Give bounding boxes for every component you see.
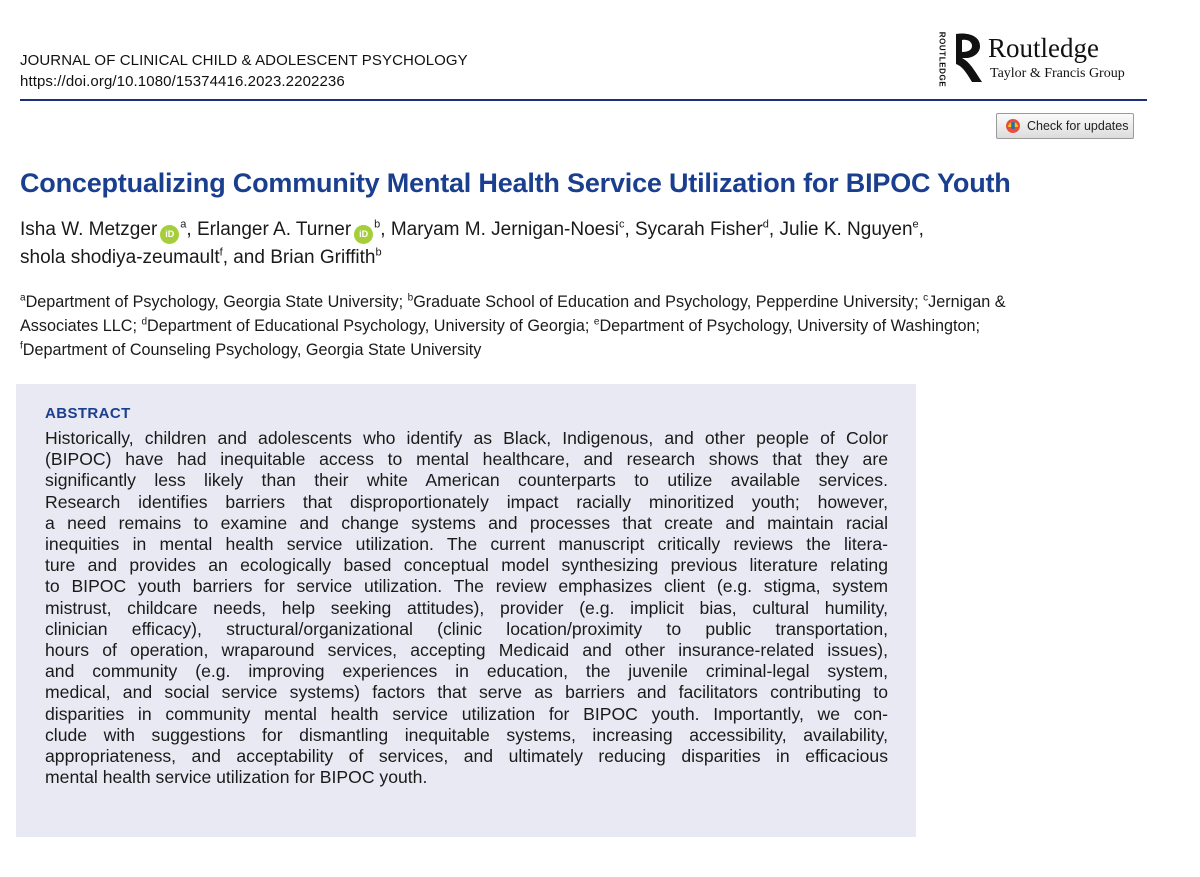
abstract-line: inequities in mental health service utilization. The current manuscript critically reviews the litera-: [45, 534, 888, 555]
abstract-line: a need remains to examine and change systems and processes that create and maintain racial: [45, 512, 888, 533]
affiliation-marker: a: [180, 218, 187, 231]
publisher-name: Routledge: [988, 33, 1099, 63]
journal-name: JOURNAL OF CLINICAL CHILD & ADOLESCENT PSYCHOLOGY: [20, 52, 468, 69]
affiliation-marker: c: [618, 218, 625, 231]
affiliation-marker: b: [374, 218, 381, 231]
affiliation-marker: b: [375, 246, 382, 259]
check-updates-icon: [1005, 118, 1021, 134]
check-updates-label: Check for updates: [1027, 119, 1129, 133]
routledge-logo[interactable]: [934, 28, 1144, 90]
author-name[interactable]: Sycarah Fisher: [635, 219, 763, 240]
abstract-line: appropriateness, and acceptability of services, and ultimately reducing disparities in efficacious: [45, 746, 888, 767]
abstract-line: Historically, children and adolescents who identify as Black, Indigenous, and other people of Color: [45, 428, 888, 448]
abstract-line: Research identifies barriers that disproportionately impact racially minoritized youth; however,: [45, 491, 888, 512]
author-list: Isha W. Metzger $iD^a$, Erlanger A. Turner $iD^b$, Maryam M. Jernigan-Noesi$^c$, Sycarah Fisher$^d$, Julie K. Nguyen$^e$, shola shodiya-zeumault$^f$, and Brian Griffith$^b$: [20, 218, 924, 268]
abstract-text: [45, 428, 888, 788]
affiliation-marker: f: [219, 246, 223, 259]
author-name[interactable]: Maryam M. Jernigan-Noesi: [390, 219, 619, 240]
publisher-group: Taylor & Francis Group: [990, 66, 1125, 81]
abstract-line: hours of operation, wraparound services, accepting Medicaid and other insurance-related issues),: [45, 640, 888, 661]
abstract-line: mistrust, childcare needs, help seeking attitudes), provider (e.g. implicit bias, cultural humility,: [45, 597, 888, 618]
abstract-line: mental health service utilization for BIPOC youth.: [45, 767, 428, 788]
author-name[interactable]: Brian Griffith: [270, 247, 376, 268]
author-name[interactable]: Isha W. Metzger: [20, 219, 158, 240]
author-name[interactable]: shola shodiya-zeumault: [20, 247, 220, 268]
check-for-updates-button[interactable]: [996, 113, 1134, 139]
journal-header: [20, 50, 468, 92]
abstract-line: (BIPOC) have had inequitable access to mental healthcare, and research shows that they are: [45, 449, 888, 470]
orcid-icon[interactable]: iD: [160, 225, 179, 244]
affiliations: $^a$Department of Psychology, Georgia State University; $^b$Graduate School of Education and Psychology, Pepperdine University; $^c$Jernigan & Associates LLC; $^d$Department of Educational Psychology, University of Georgia; $^e$Department of Psychology, University of Washington; $^f$Department of Counseling Psychology, Georgia State University: [20, 292, 1006, 359]
article-title: Conceptualizing Community Mental Health Service Utilization for BIPOC Youth: [20, 168, 1011, 198]
author-name[interactable]: Erlanger A. Turner: [196, 219, 352, 240]
abstract-line: clude with suggestions for dismantling inequitable systems, increasing accessibility, availability,: [45, 724, 888, 745]
abstract-line: to BIPOC youth barriers for service utilization. The review emphasizes client (e.g. stigma, system: [45, 576, 888, 597]
abstract-line: disparities in community mental health service utilization for BIPOC youth. Importantly, we con-: [45, 703, 888, 724]
abstract-line: clinician efficacy), structural/organizational (clinic location/proximity to public transportation,: [45, 618, 888, 639]
affiliation-marker: e: [912, 218, 919, 231]
abstract-heading: ABSTRACT: [45, 405, 131, 422]
orcid-icon[interactable]: iD: [354, 225, 373, 244]
header-rule: [20, 99, 1147, 101]
author-name[interactable]: Julie K. Nguyen: [779, 219, 913, 240]
routledge-mark-icon: [950, 30, 986, 86]
logo-vertical-text: ROUTLEDGE: [937, 31, 947, 87]
abstract-line: significantly less likely than their white American counterparts to utilize available services.: [45, 470, 888, 491]
abstract-line: ture and provides an ecologically based conceptual model synthesizing previous literature relating: [45, 555, 888, 576]
abstract-line: and community (e.g. improving experiences in education, the juvenile criminal-legal system,: [45, 661, 888, 682]
affiliation-marker: d: [762, 218, 769, 231]
abstract-line: medical, and social service systems) factors that serve as barriers and facilitators contributing to: [45, 682, 888, 703]
doi-link[interactable]: https://doi.org/10.1080/15374416.2023.2202236: [20, 73, 345, 90]
